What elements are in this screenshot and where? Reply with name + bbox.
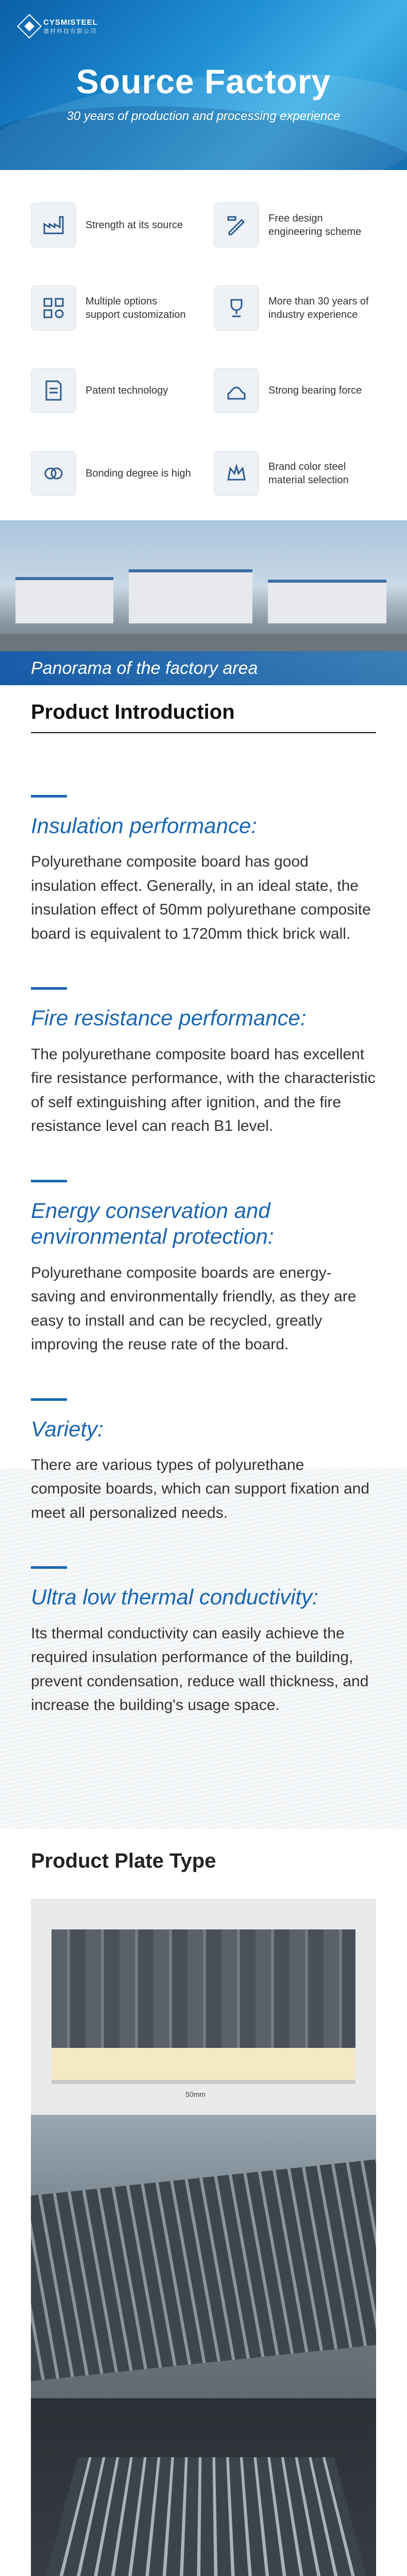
intro-heading: Energy conservation and environmental protection: bbox=[31, 1198, 274, 1249]
intro-text: Its thermal conductivity can easily achieve the required insulation performance of the building, prevent condensation, reduce wall thickness, and increase the building's usage space. bbox=[31, 1624, 369, 1714]
factory-building bbox=[15, 577, 113, 623]
intro-text: The polyurethane composite board has excellent fire resistance performance, with the characteristic of self extinguishing after ignition, and the fire resistance level can reach B1 level. bbox=[31, 1045, 376, 1135]
feature-label: More than 30 years of industry experience bbox=[268, 295, 369, 320]
options-icon bbox=[31, 285, 76, 331]
feature-item bbox=[214, 277, 376, 340]
plate-core bbox=[52, 2048, 355, 2084]
trophy-icon bbox=[214, 285, 259, 331]
plate-image-cross-section bbox=[31, 1899, 376, 2115]
feature-label: Brand color steel material selection bbox=[268, 461, 349, 486]
plate-sheet bbox=[31, 2156, 376, 2383]
intro-heading: Variety: bbox=[31, 1416, 104, 1441]
accent-bar bbox=[31, 795, 67, 798]
factory-icon bbox=[31, 202, 76, 248]
feature-item bbox=[31, 442, 193, 505]
feature-label: Strong bearing force bbox=[268, 385, 362, 397]
intro-heading: Ultra low thermal conductivity: bbox=[31, 1585, 318, 1609]
plate-sheet bbox=[52, 1929, 355, 2048]
feature-label: Patent technology bbox=[86, 385, 168, 397]
feature-label: Multiple options support customization bbox=[86, 295, 186, 320]
feature-label: Strength at its source bbox=[86, 219, 183, 231]
logo-mark-icon bbox=[17, 14, 42, 39]
plate-size-label: 50mm bbox=[185, 2090, 206, 2098]
feature-item bbox=[31, 277, 193, 340]
intro-heading: Fire resistance performance: bbox=[31, 1006, 307, 1030]
intro-text: Polyurethane composite board has good insulation effect. Generally, in an ideal state, the insulation effect of 50mm polyurethane composite board is equivalent to 1720mm thick brick wall. bbox=[31, 853, 371, 942]
hero-subtitle: 30 years of production and processing experience bbox=[66, 109, 341, 123]
feature-item bbox=[31, 359, 193, 422]
product-introduction bbox=[0, 685, 407, 1829]
hero-title: Source Factory bbox=[76, 62, 331, 100]
intro-text: Polyurethane composite boards are energy-saving and environmentally friendly, as they are easy to install and can be recycled, greatly improving the reuse rate of the board. bbox=[31, 1264, 357, 1353]
intro-block bbox=[0, 1139, 407, 1357]
intro-block bbox=[0, 1357, 407, 1526]
feature-label: Free design engineering scheme bbox=[268, 213, 362, 238]
feature-grid bbox=[0, 170, 407, 520]
intro-block bbox=[0, 946, 407, 1138]
feature-item bbox=[214, 194, 376, 257]
product-plate-type bbox=[0, 1829, 407, 2576]
factory-caption: Panorama of the factory area bbox=[0, 651, 407, 685]
intro-title: Product Introduction bbox=[0, 701, 407, 733]
accent-bar bbox=[31, 1566, 67, 1569]
intro-block bbox=[0, 1525, 407, 1717]
pencil-ruler-icon bbox=[214, 202, 259, 248]
plate-sheet bbox=[41, 2458, 371, 2576]
brand-name: CYSMISTEEL bbox=[43, 18, 98, 27]
factory-building bbox=[129, 569, 252, 623]
intro-text: There are various types of polyurethane composite boards, which can support fixation and meet all personalized needs. bbox=[31, 1456, 370, 1521]
factory-building bbox=[268, 580, 386, 623]
intro-heading: Insulation performance: bbox=[31, 814, 257, 838]
accent-bar bbox=[31, 1180, 67, 1182]
plate-image-floor bbox=[31, 2115, 376, 2398]
feature-item bbox=[214, 442, 376, 505]
intro-block bbox=[0, 754, 407, 946]
feature-item bbox=[31, 194, 193, 257]
crown-icon bbox=[214, 451, 259, 496]
feature-label: Bonding degree is high bbox=[86, 467, 191, 479]
hero-banner bbox=[0, 0, 407, 170]
bond-icon bbox=[31, 451, 76, 496]
accent-bar bbox=[31, 1398, 67, 1401]
accent-bar bbox=[31, 987, 67, 990]
factory-panorama bbox=[0, 520, 407, 685]
strength-icon bbox=[214, 368, 259, 413]
feature-item bbox=[214, 359, 376, 422]
patent-icon bbox=[31, 368, 76, 413]
brand-tagline: 建材科技有限公司 bbox=[43, 28, 97, 35]
plate-image-stack bbox=[31, 2398, 376, 2576]
plates-title: Product Plate Type bbox=[31, 1850, 216, 1872]
brand-logo bbox=[21, 18, 98, 35]
